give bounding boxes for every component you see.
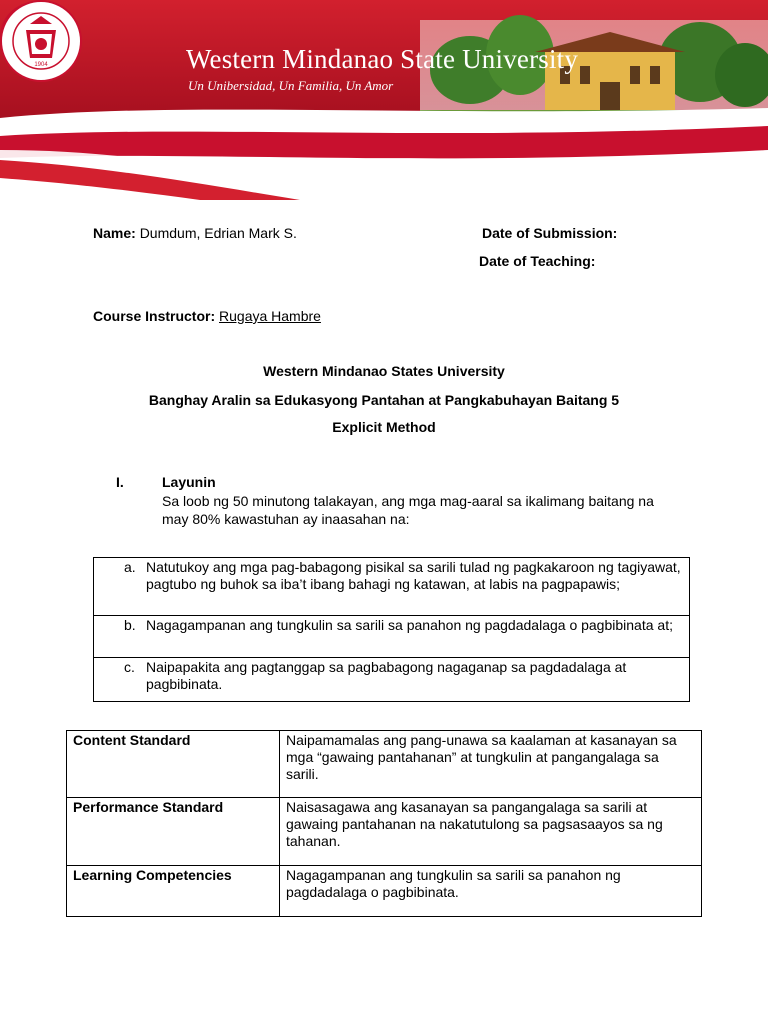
header-banner: [0, 0, 768, 200]
document-title-method: Explicit Method: [332, 419, 436, 435]
objective-letter: a.: [124, 559, 136, 575]
objective-letter: c.: [124, 659, 135, 675]
teaching-date-label: Date of Teaching:: [479, 253, 596, 269]
section-heading: Layunin: [162, 474, 216, 490]
banner-background: [0, 0, 768, 200]
objective-letter: b.: [124, 617, 136, 633]
objectives-table: [93, 557, 690, 702]
standards-table: [66, 730, 702, 917]
standard-text: Nagagampanan ang tungkulin sa sarili sa panahon ng pagdadalaga o pagbibinata.: [280, 866, 702, 917]
name-field: [93, 225, 297, 241]
objective-text: Naipapakita ang pagtanggap sa pagbabagong nagaganap sa pagdadalaga at pagbibinata.: [146, 659, 627, 692]
standard-row: [67, 798, 702, 866]
objective-row: [94, 558, 690, 616]
section-number: I.: [116, 474, 124, 490]
standard-label: Learning Competencies: [67, 866, 280, 917]
wmsu-seal-icon: [0, 0, 82, 82]
teaching-date-field: [479, 253, 595, 269]
objective-text: Natutukoy ang mga pag-babagong pisikal sa sarili tulad ng pagkakaroon ng tagiyawat, pagtubo ng buhok sa iba’t ibang bahagi ng katawan, at labis na pagpapawis;: [146, 559, 681, 592]
standard-label: Content Standard: [67, 731, 280, 798]
university-title: Western Mindanao State University: [186, 44, 579, 74]
name-value: Dumdum, Edrian Mark S.: [139, 225, 297, 241]
wmsu-seal-year: 1904: [34, 62, 48, 68]
document-title-university: Western Mindanao States University: [263, 363, 505, 379]
instructor-label: Course Instructor:: [93, 308, 216, 324]
name-label: Name:: [93, 225, 136, 241]
standard-text: Naisasagawa ang kasanayan sa pangangalaga sa sarili at gawaing pantahanan na nakatutulong sa pagsasaayos sa ng tahanan.: [280, 798, 702, 866]
standard-text: Naipamamalas ang pang-unawa sa kaalaman at kasanayan sa mga “gawaing pantahanan” at tungkulin at pangangalaga sa sarili.: [280, 731, 702, 798]
standard-label: Performance Standard: [67, 798, 280, 866]
submission-date-label: Date of Submission:: [482, 225, 618, 241]
standard-row: [67, 731, 702, 798]
instructor-value: Rugaya Hambre: [219, 308, 321, 324]
submission-date-field: [482, 225, 617, 241]
standard-row: [67, 866, 702, 917]
instructor-field: [93, 308, 321, 324]
objective-row: [94, 616, 690, 658]
objective-text: Nagagampanan ang tungkulin sa sarili sa panahon ng pagdadalaga o pagbibinata at;: [146, 617, 673, 633]
document-title-subject: Banghay Aralin sa Edukasyong Pantahan at Pangkabuhayan Baitang 5: [148, 392, 620, 408]
section-intro: Sa loob ng 50 minutong talakayan, ang mga mag-aaral sa ikalimang baitang na may 80% kawastuhan ay inaasahan na:: [162, 493, 654, 527]
university-motto: Un Unibersidad, Un Familia, Un Amor: [188, 78, 394, 93]
objective-row: [94, 658, 690, 702]
